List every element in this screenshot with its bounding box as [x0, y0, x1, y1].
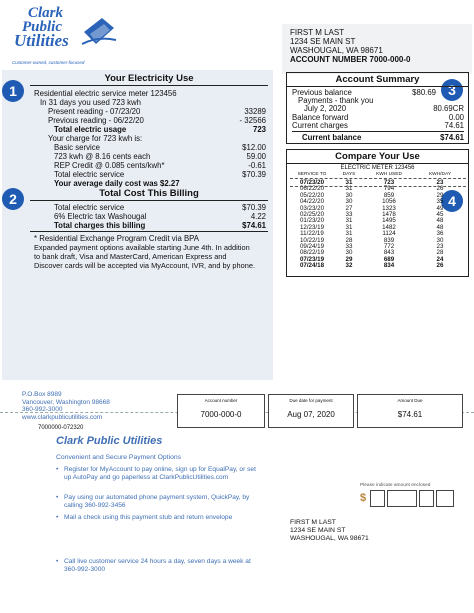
compare-cell: 30 [345, 198, 353, 206]
compare-cell: 33 [345, 211, 353, 218]
previous-reading-label: Previous reading - 06/22/20 [48, 116, 144, 125]
payment-option-text: Register for MyAccount to pay online, sign up for EqualPay, or set up AutoPay and go paperless at ClarkPublicUtilities.com [64, 466, 256, 482]
payments-date: July 2, 2020 [304, 104, 347, 113]
amount-enclosed-box-1[interactable] [370, 490, 385, 507]
previous-balance-label: Previous balance [292, 88, 352, 97]
compare-cell: 02/25/20 [299, 211, 325, 218]
remit-city: Vancouver, Washington 98668 [22, 398, 110, 406]
compare-cell: 839 [383, 236, 395, 244]
payments-label: Payments - thank you [298, 96, 374, 105]
total-charges-value: $74.61 [242, 221, 266, 230]
electricity-use-title: Your Electricity Use [104, 73, 194, 84]
logo-line3: Utilities [14, 31, 69, 50]
divider [30, 85, 268, 86]
logo-line1: Clark [28, 5, 64, 21]
divider [30, 231, 268, 232]
total-usage-value: 723 [252, 125, 266, 134]
remit-web[interactable]: www.clarkpublicutilities.com [22, 413, 103, 421]
account-number-line: ACCOUNT NUMBER 7000-000-0 [290, 55, 411, 64]
divider [290, 186, 466, 187]
compare-cell: 48 [436, 217, 444, 225]
present-reading-value: 33289 [244, 107, 266, 116]
compare-cell: 1124 [382, 230, 396, 238]
current-charges-label: Current charges [292, 121, 348, 130]
customer-name: FIRST M LAST [290, 28, 345, 37]
divider [292, 131, 464, 132]
compare-cell: 29 [436, 191, 444, 199]
amount-due-value: $74.61 [397, 410, 423, 419]
stub-company-name: Clark Public Utilities [56, 435, 163, 447]
compare-header-days: DAYS [342, 172, 356, 177]
divider [30, 200, 268, 201]
amount-enclosed-box-3[interactable] [419, 490, 434, 507]
compare-cell: 28 [436, 249, 444, 257]
compare-cell: 10/22/19 [299, 236, 325, 244]
present-reading-label: Present reading - 07/23/20 [48, 107, 141, 116]
compare-cell: 31 [345, 179, 353, 186]
rep-footnote: * Residential Exchange Program Credit via BPA [34, 234, 199, 243]
compare-cell: 23 [436, 179, 444, 186]
compare-cell: 31 [345, 217, 353, 225]
compare-cell: 1323 [382, 204, 396, 212]
electric-tax-label: 6% Electric tax Washougal [54, 212, 147, 221]
compare-header-kwhday: KWH/DAY [428, 172, 452, 177]
badge-2: 2 [2, 188, 24, 210]
account-number-box [177, 394, 265, 428]
due-date-value: Aug 07, 2020 [287, 410, 335, 419]
compare-cell: 27 [345, 204, 353, 212]
compare-cell: 31 [345, 230, 353, 238]
bullet-icon: • [56, 514, 59, 521]
rep-credit-value: -0.61 [248, 161, 266, 170]
kwh-charge-value: 59.00 [246, 152, 266, 161]
current-charges-value: 74.61 [444, 121, 464, 130]
bullet-icon: • [56, 466, 59, 473]
logo-emblem-icon [78, 14, 118, 54]
compare-cell: 30 [345, 191, 353, 199]
billing-title: Total Cost This Billing [99, 188, 199, 199]
balance-forward-label: Balance forward [292, 113, 349, 122]
billing-service-label: Total electric service [54, 203, 125, 212]
previous-balance-value: $80.69 [412, 88, 436, 97]
remit-address [22, 391, 110, 421]
compare-cell: 11/22/19 [300, 230, 324, 238]
compare-header-kwh: KWH USED [376, 172, 402, 177]
compare-cell: 23 [436, 243, 444, 250]
compare-cell: 26 [436, 185, 444, 193]
remit-po: P.O.Box 8989 [22, 391, 62, 398]
electric-tax-value: 4.22 [250, 212, 266, 221]
amount-enclosed-box-4[interactable] [436, 490, 454, 507]
stub-addr-name: FIRST M LAST [290, 519, 336, 526]
compare-cell: 1056 [382, 198, 396, 206]
total-charges-label: Total charges this billing [54, 221, 146, 230]
compare-cell: 33 [345, 243, 353, 250]
compare-cell: 28 [345, 236, 353, 244]
stub-addr-street: 1234 SE MAIN ST [290, 526, 346, 534]
account-number-label: Account number [204, 398, 238, 403]
compare-cell: 843 [383, 249, 395, 257]
compare-cell: 48 [436, 223, 444, 231]
compare-cell: 689 [383, 255, 395, 263]
kwh-charge-label: 723 kwh @ 8.16 cents each [54, 152, 151, 161]
total-usage-label: Total electric usage [54, 125, 127, 134]
compare-header-service: SERVICE TO [297, 172, 327, 177]
compare-cell: 09/24/19 [299, 243, 325, 250]
amount-due-box [357, 394, 463, 428]
customer-street: 1234 SE MAIN ST [290, 37, 356, 46]
compare-cell: 723 [383, 179, 395, 186]
payment-note-3: Discover cards will be accepted via MyAccount, IVR, and by phone. [34, 261, 256, 270]
current-balance-label: Current balance [302, 133, 362, 142]
compare-cell: 12/23/19 [299, 223, 325, 231]
compare-cell: 24 [436, 255, 444, 263]
compare-cell: 32 [345, 262, 353, 270]
payment-note-2: to bank draft, Visa and MasterCard, American Express and [34, 252, 227, 261]
compare-cell: 49 [436, 204, 444, 212]
compare-cell: 30 [436, 236, 444, 244]
divider [286, 86, 469, 87]
badge-1: 1 [2, 80, 24, 102]
company-logo [10, 6, 150, 64]
logo-tagline: Customer-owned, customer-focused [12, 60, 85, 65]
bullet-icon: • [56, 558, 59, 565]
average-daily-cost: Your average daily cost was $2.27 [54, 179, 180, 188]
amount-enclosed-box-2[interactable] [387, 490, 417, 507]
payment-option-text: Pay using our automated phone payment system, QuickPay, by calling 360-992-3456 [64, 494, 250, 510]
amount-due-label: Amount Due [397, 398, 423, 403]
rep-credit-label: REP Credit @ 0.085 cents/kwh* [54, 161, 165, 170]
compare-cell: 1478 [382, 211, 396, 218]
payment-option [56, 558, 256, 574]
compare-cell: 794 [383, 185, 395, 193]
compare-cell: 07/23/19 [299, 255, 325, 263]
total-service-value: $70.39 [242, 170, 266, 179]
stub-addr-city: WASHOUGAL, WA 98671 [290, 534, 369, 542]
basic-service-value: $12.00 [242, 143, 266, 152]
stub-address [290, 519, 369, 542]
compare-cell: 859 [383, 191, 395, 199]
total-service-label: Total electric service [54, 170, 125, 179]
account-summary-title: Account Summary [335, 74, 420, 85]
stub-subtitle: Convenient and Secure Payment Options [56, 454, 182, 461]
compare-cell: 29 [345, 255, 353, 263]
compare-cell: 1482 [382, 223, 396, 231]
customer-address-block [282, 24, 472, 74]
payment-option [56, 514, 256, 522]
payment-option [56, 494, 256, 510]
compare-meter: ELECTRIC METER 123456 [340, 165, 415, 171]
balance-forward-value: 0.00 [448, 113, 464, 122]
compare-cell: 05/22/20 [299, 191, 325, 199]
current-balance-value: $74.61 [440, 133, 464, 142]
stub-code: 7000000-072320 [38, 425, 84, 431]
basic-service-label: Basic service [54, 143, 100, 152]
dollar-sign: $ [360, 492, 367, 504]
meter-line: Residential electric service meter 123456 [34, 89, 177, 98]
amount-enclosed-label: Please indicate amount enclosed [360, 483, 431, 488]
account-number-value: 7000-000-0 [200, 410, 242, 419]
compare-cell: 36 [436, 230, 444, 238]
payment-option [56, 466, 256, 482]
days-line: In 31 days you used 723 kwh [40, 98, 141, 107]
previous-reading-value: - 32566 [239, 116, 266, 125]
compare-cell: 772 [383, 243, 395, 250]
compare-cell: 45 [436, 211, 444, 218]
billing-service-value: $70.39 [242, 203, 266, 212]
compare-cell: 35 [436, 198, 444, 206]
remit-phone: 360-992-3000 [22, 406, 63, 413]
compare-cell: 04/22/20 [299, 198, 325, 206]
compare-cell: 26 [436, 262, 444, 270]
compare-cell: 30 [345, 249, 353, 257]
logo-line2: Public [22, 19, 62, 35]
payment-option-text: Call live customer service 24 hours a day, seven days a week at 360-992-3000 [64, 558, 251, 574]
compare-cell: 1495 [382, 217, 396, 225]
badge-3: 3 [441, 79, 463, 101]
compare-cell: 31 [345, 185, 353, 193]
divider [286, 163, 469, 164]
compare-cell: 01/23/20 [299, 217, 325, 225]
compare-cell: 06/22/20 [299, 185, 325, 193]
compare-cell: 07/24/18 [299, 262, 325, 270]
compare-title: Compare Your Use [335, 151, 420, 162]
payment-note-1: Expanded payment options available starting June 4th. In addition [34, 243, 250, 252]
compare-cell: 08/22/19 [299, 249, 325, 257]
customer-city: WASHOUGAL, WA 98671 [290, 46, 383, 55]
compare-cell: 834 [383, 262, 395, 270]
due-date-label: Due date for payment [289, 398, 333, 403]
compare-cell: 03/23/20 [299, 204, 325, 212]
badge-4: 4 [441, 190, 463, 212]
compare-cell: 31 [345, 223, 353, 231]
due-date-box [268, 394, 354, 428]
payment-option-text: Mail a check using this payment stub and return envelope [64, 514, 233, 521]
charge-intro: Your charge for 723 kwh is: [48, 134, 143, 143]
payments-value: 80.69CR [433, 104, 464, 113]
bullet-icon: • [56, 494, 59, 501]
compare-cell: 07/23/20 [299, 179, 325, 186]
